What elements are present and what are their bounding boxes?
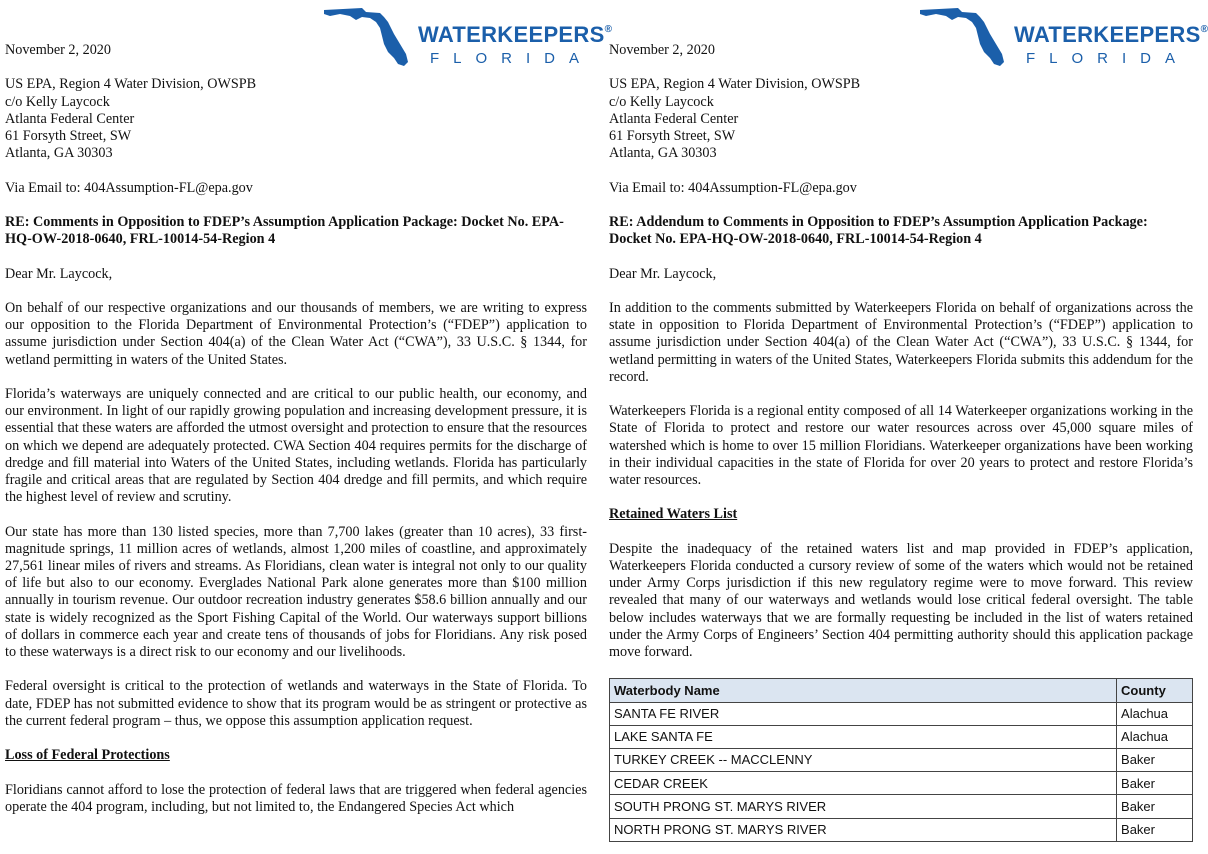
paragraph: Florida’s waterways are uniquely connected and are critical to our public health, our economy, and our environment. In light of our rapidly growing population and increasing development pressure, it is essential that these waters are afforded the utmost oversight and protection to ensure that the resources on which we depend are adequately protected. CWA Section 404 requires permits for the discharge of dredge and fill material into Waters of the United States, including wetlands. Florida has particularly fragile and critical areas that are regulated by Section 404 dredge and fill permits, and which require the highest level of review and scrutiny.	[5, 385, 587, 506]
county-cell: Alachua	[1117, 702, 1193, 725]
retained-waters-table	[609, 678, 1193, 841]
letter-date: November 2, 2020	[5, 42, 111, 58]
letter-body-left	[5, 42, 587, 833]
table-row	[610, 702, 1193, 725]
logo-wordmark: WATERKEEPERS®	[1014, 22, 1208, 47]
table-row	[610, 725, 1193, 748]
paragraph: On behalf of our respective organizations and our thousands of members, we are writing to express our opposition to the Florida Department of Environmental Protection’s (“FDEP”) application to assume jurisdiction under Section 404(a) of the Clean Water Act (“CWA”), 33 U.S.C. § 1344, for wetland permitting in waters of the United States.	[5, 299, 587, 368]
letter-body-right	[609, 42, 1193, 842]
paragraph: Federal oversight is critical to the protection of wetlands and waterways in the State of Florida. To date, FDEP has not submitted evidence to show that its program would be as stringent or protective as the current federal program – thus, we oppose this assumption application request.	[5, 678, 587, 729]
column-header-waterbody: Waterbody Name	[610, 679, 1117, 702]
paragraph: Our state has more than 130 listed species, more than 7,700 lakes (greater than 10 acres), 33 first-magnitude springs, 11 million acres of wetlands, almost 1,200 miles of coastline, and approximately 27,561 linear miles of rivers and streams. As Floridians, clean water is integral not only to our quality of life but also to our economy. Everglades National Park alone generates more than $100 million annually in tourism revenue. Our outdoor recreation industry generates $58.6 billion annually and our state is widely recognized as the Sport Fishing Capital of the World. Our waterways support billions of dollars in commerce each year and create tens of thousands of jobs for Floridians. Any risk posed to these waterways is a direct risk to our economy and our livelihoods.	[5, 523, 587, 660]
county-cell: Baker	[1117, 772, 1193, 795]
waterbody-cell: LAKE SANTA FE	[610, 725, 1117, 748]
address-line: c/o Kelly Laycock	[5, 93, 110, 110]
waterbody-cell: SANTA FE RIVER	[610, 702, 1117, 725]
address-line: 61 Forsyth Street, SW	[609, 128, 736, 144]
salutation: Dear Mr. Laycock,	[609, 265, 717, 282]
table-header-row	[610, 679, 1193, 702]
address-line: Atlanta, GA 30303	[609, 145, 717, 162]
subject-line: RE: Addendum to Comments in Opposition to FDEP’s Assumption Application Package: Docket No. EPA-HQ-OW-2018-0640, FRL-10014-54-Region 4	[609, 213, 1148, 248]
waterbody-cell: CEDAR CREEK	[610, 772, 1117, 795]
paragraph: Floridians cannot afford to lose the protection of federal laws that are triggered when federal agencies operate the 404 program, including, but not limited to, the Endangered Species Act which	[5, 781, 587, 815]
county-cell: Alachua	[1117, 725, 1193, 748]
table-row	[610, 772, 1193, 795]
recipient-address	[5, 76, 587, 162]
logo-wordmark: WATERKEEPERS®	[418, 22, 613, 47]
county-cell: Baker	[1117, 795, 1193, 818]
waterbody-cell: NORTH PRONG ST. MARYS RIVER	[610, 818, 1117, 841]
address-line: US EPA, Region 4 Water Division, OWSPB	[609, 76, 861, 93]
logo-subtitle: FLORIDA	[1026, 50, 1190, 67]
letter-date: November 2, 2020	[609, 42, 715, 58]
column-header-county: County	[1117, 679, 1193, 702]
via-email-line: Via Email to: 404Assumption-FL@epa.gov	[609, 179, 857, 196]
address-line: Atlanta Federal Center	[609, 110, 739, 127]
paragraph: Waterkeepers Florida is a regional entity composed of all 14 Waterkeeper organizations working in the State of Florida to protect and restore our water resources across over 45,000 square miles of watershed which is home to over 15 million Floridians. Waterkeeper organizations have been working in their individual capacities in the state of Florida for over 20 years to protect and restore Florida’s water resources.	[609, 403, 1193, 488]
logo-subtitle: FLORIDA	[430, 50, 594, 67]
address-line: Atlanta, GA 30303	[5, 145, 113, 162]
county-cell: Baker	[1117, 818, 1193, 841]
county-cell: Baker	[1117, 748, 1193, 771]
table-row	[610, 748, 1193, 771]
section-heading: Loss of Federal Protections	[5, 747, 170, 764]
section-heading: Retained Waters List	[609, 506, 738, 523]
salutation: Dear Mr. Laycock,	[5, 265, 113, 282]
via-email-line: Via Email to: 404Assumption-FL@epa.gov	[5, 179, 253, 196]
recipient-address	[609, 76, 1193, 162]
paragraph: Despite the inadequacy of the retained waters list and map provided in FDEP’s application, Waterkeepers Florida conducted a cursory review of some of the waters which would not be retained under Army Corps jurisdiction if this new regulatory regime were to move forward. This review revealed that many of our waterways and wetlands would lose critical federal oversight. The table below includes waterways that we are formally requesting be included in the list of waters retained under the Army Corps of Engineers’ Section 404 permitting authority should this application package move forward.	[609, 540, 1193, 660]
address-line: US EPA, Region 4 Water Division, OWSPB	[5, 76, 257, 93]
subject-line: RE: Comments in Opposition to FDEP’s Assumption Application Package: Docket No. EPA-HQ-OW-2018-0640, FRL-10014-54-Region 4	[5, 213, 564, 248]
table-row	[610, 818, 1193, 841]
waterbody-cell: SOUTH PRONG ST. MARYS RIVER	[610, 795, 1117, 818]
table-row	[610, 795, 1193, 818]
letter-page-right	[604, 0, 1208, 854]
address-line: 61 Forsyth Street, SW	[5, 128, 132, 144]
waterbody-cell: TURKEY CREEK -- MACCLENNY	[610, 748, 1117, 771]
address-line: c/o Kelly Laycock	[609, 93, 714, 110]
address-line: Atlanta Federal Center	[5, 110, 135, 127]
paragraph: In addition to the comments submitted by Waterkeepers Florida on behalf of organizations across the state in opposition to Florida Department of Environmental Protection’s (“FDEP”) application to assume jurisdiction under Section 404(a) of the Clean Water Act (“CWA”), 33 U.S.C. § 1344, for wetland permitting in waters of the United States, Waterkeepers Florida submits this addendum for the record.	[609, 299, 1193, 385]
